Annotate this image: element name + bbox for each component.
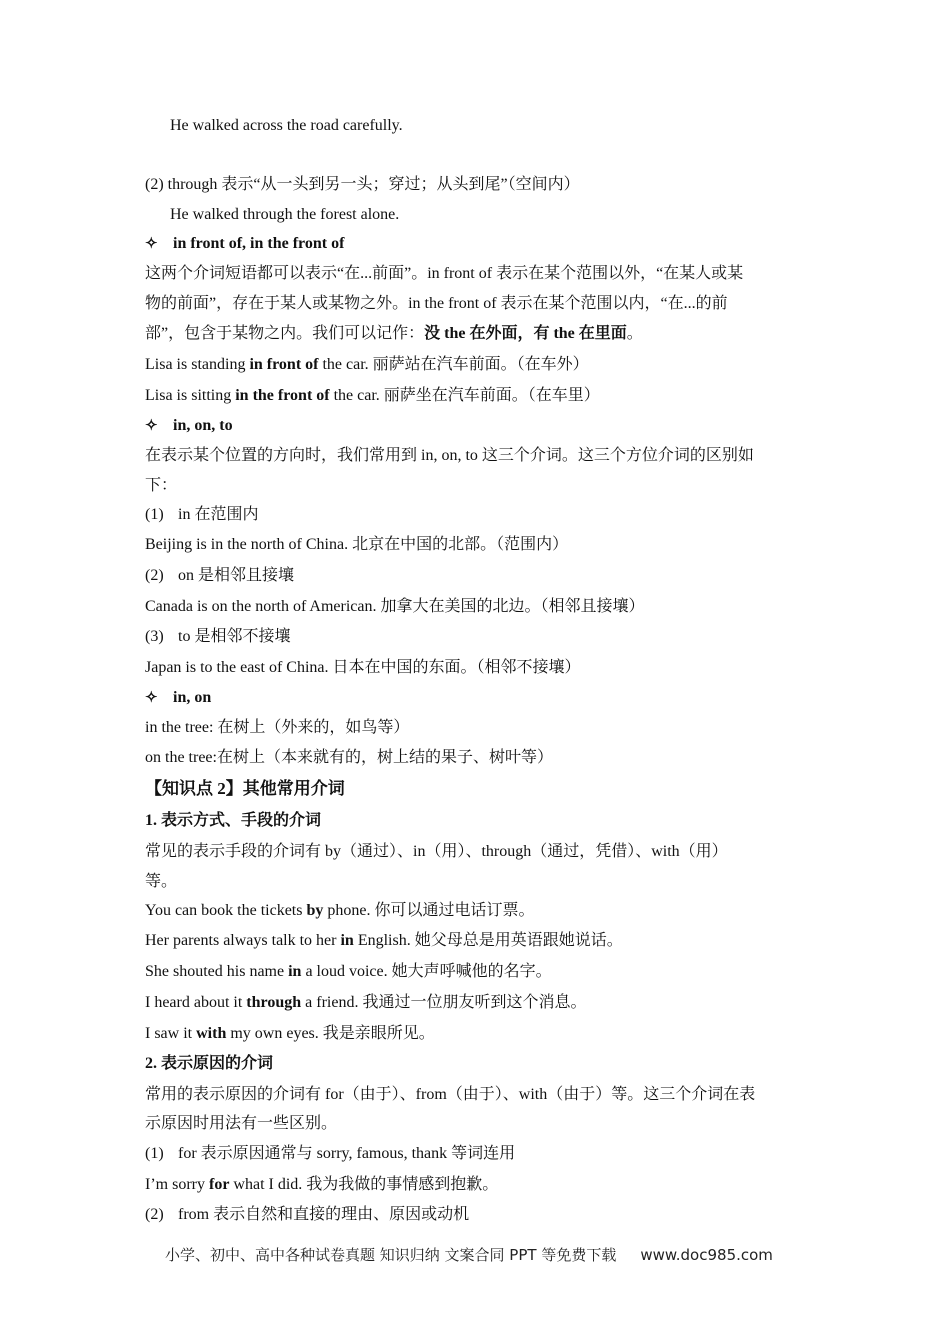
example-line: Lisa is standing in front of the car. 丽萨站在汽车前面。（在车外） (145, 356, 589, 373)
subsection-heading: 1. 表示方式、手段的介词 (145, 812, 322, 829)
numbered-item: (2) through 表示“从一头到另一头；穿过；从头到尾”（空间内） (145, 176, 580, 193)
example-line: He walked through the forest alone. (170, 206, 400, 223)
numbered-item: (1) in 在范围内 (145, 506, 259, 523)
example-line: She shouted his name in a loud voice. 她大声呼喊他的名字。 (145, 963, 552, 980)
example-line: I saw it with my own eyes. 我是亲眼所见。 (145, 1025, 435, 1042)
paragraph-line: 部”，包含于某物之内。我们可以记作：没 the 在外面，有 the 在里面。 (145, 325, 643, 342)
example-line: Canada is on the north of American. 加拿大在美国的北边。（相邻且接壤） (145, 598, 645, 615)
paragraph-line: 示原因时用法有一些区别。 (145, 1115, 338, 1132)
example-line: You can book the tickets by phone. 你可以通过电话订票。 (145, 902, 535, 919)
example-line: Her parents always talk to her in English. 她父母总是用英语跟她说话。 (145, 932, 623, 949)
example-line: He walked across the road carefully. (170, 117, 403, 134)
paragraph-line: 物的前面”，存在于某人或某物之外。in the front of 表示在某个范围以内，“在...的前 (145, 295, 728, 312)
paragraph-line: 在表示某个位置的方向时，我们常用到 in, on, to 这三个介词。这三个方位介词的区别如 (145, 447, 754, 464)
example-line: I’m sorry for what I did. 我为我做的事情感到抱歉。 (145, 1176, 499, 1193)
paragraph-line: 这两个介词短语都可以表示“在...前面”。in front of 表示在某个范围以外，“在某人或某 (145, 265, 744, 282)
example-line: I heard about it through a friend. 我通过一位朋友听到这个消息。 (145, 994, 587, 1011)
section-heading: ✧ in, on (145, 689, 212, 706)
numbered-item: (3) to 是相邻不接壤 (145, 628, 291, 645)
numbered-item: (2) on 是相邻且接壤 (145, 567, 295, 584)
paragraph-line: in the tree: 在树上（外来的，如鸟等） (145, 719, 410, 736)
paragraph-line: 下： (145, 477, 178, 494)
diamond-bullet-icon: ✧ (145, 418, 158, 434)
diamond-bullet-icon: ✧ (145, 690, 158, 706)
page-footer (165, 1244, 773, 1265)
diamond-bullet-icon: ✧ (145, 236, 158, 252)
subsection-heading: 2. 表示原因的介词 (145, 1055, 274, 1072)
numbered-item: (2) from 表示自然和直接的理由、原因或动机 (145, 1206, 470, 1223)
paragraph-line: 常见的表示手段的介词有 by（通过）、in（用）、through（通过，凭借）、with（用） (145, 843, 728, 860)
paragraph-line: 常用的表示原因的介词有 for（由于）、from（由于）、with（由于）等。这三个介词在表 (145, 1086, 756, 1103)
example-line: Japan is to the east of China. 日本在中国的东面。（相邻不接壤） (145, 659, 581, 676)
knowledge-point-heading: 【知识点 2】其他常用介词 (145, 779, 345, 798)
section-heading: ✧ in front of, in the front of (145, 235, 345, 252)
example-line: Beijing is in the north of China. 北京在中国的北部。（范围内） (145, 536, 569, 553)
section-heading: ✧ in, on, to (145, 417, 233, 434)
footer-text: 小学、初中、高中各种试卷真题 知识归纳 文案合同 PPT 等免费下载 (165, 1246, 617, 1264)
footer-url-link[interactable]: www.doc985.com (640, 1246, 773, 1264)
paragraph-line: 等。 (145, 873, 178, 890)
paragraph-line: on the tree:在树上（本来就有的，树上结的果子、树叶等） (145, 749, 553, 766)
example-line: Lisa is sitting in the front of the car. 丽萨坐在汽车前面。（在车里） (145, 387, 600, 404)
numbered-item: (1) for 表示原因通常与 sorry, famous, thank 等词连用 (145, 1145, 516, 1162)
